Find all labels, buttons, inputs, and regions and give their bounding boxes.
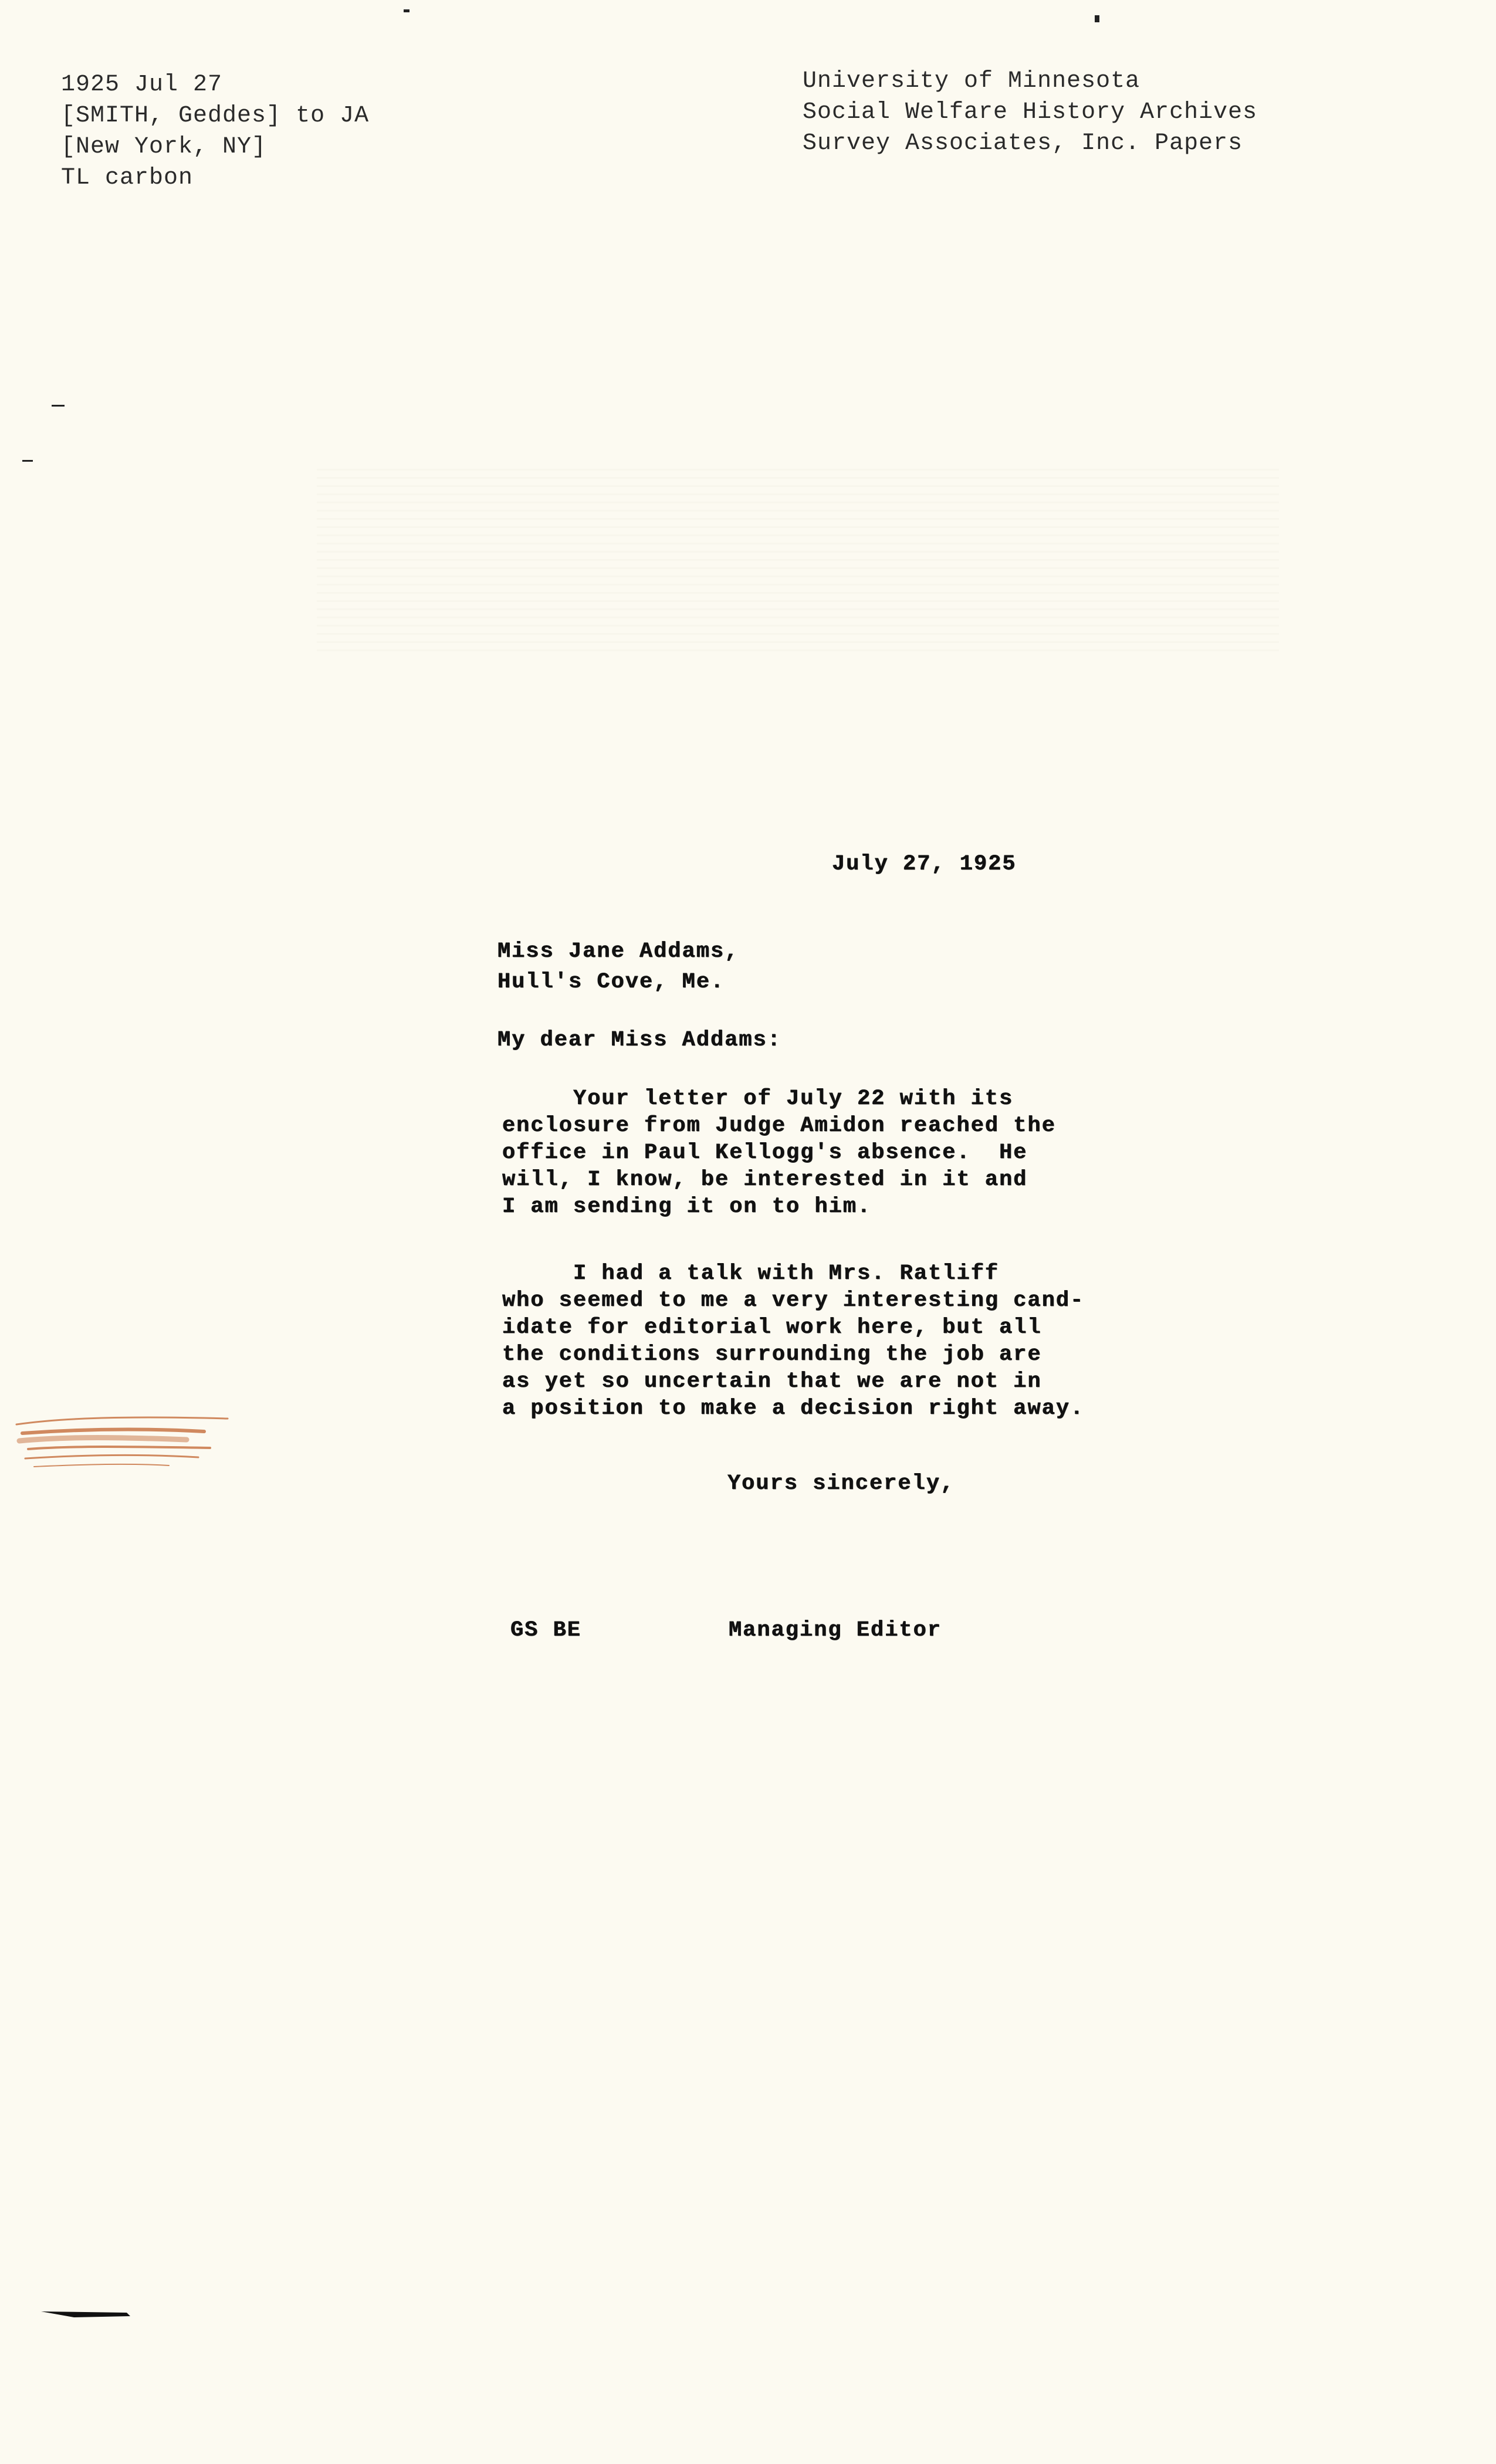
paragraph-2-line: a position to make a decision right away. (502, 1396, 1085, 1421)
paragraph-1-line: will, I know, be interested in it and (502, 1167, 1028, 1192)
stray-mark (22, 460, 33, 462)
paragraph-2-line: I had a talk with Mrs. Ratliff (502, 1261, 1000, 1286)
paragraph-1-line: I am sending it on to him. (502, 1194, 872, 1219)
faded-letterhead-area (317, 463, 1279, 651)
signature-title: Managing Editor (729, 1618, 942, 1643)
stray-mark (1095, 15, 1099, 22)
archive-date: 1925 Jul 27 (61, 72, 223, 98)
paragraph-1-line: Your letter of July 22 with its (502, 1087, 1014, 1111)
archive-correspondents: [SMITH, Geddes] to JA (61, 103, 370, 129)
letter-date: July 27, 1925 (832, 852, 1017, 876)
paragraph-1 (502, 1085, 1136, 1220)
salutation: My dear Miss Addams: (497, 1028, 782, 1052)
typist-initials: GS BE (510, 1618, 582, 1643)
addressee-place: Hull's Cove, Me. (497, 970, 725, 994)
archive-metadata (61, 69, 369, 194)
archive-source (803, 66, 1257, 159)
closing: Yours sincerely, (727, 1471, 955, 1496)
paragraph-2-line: idate for editorial work here, but all (502, 1315, 1042, 1340)
archive-papers: Survey Associates, Inc. Papers (803, 130, 1243, 157)
paragraph-1-line: office in Paul Kellogg's absence. He (502, 1140, 1028, 1165)
paragraph-2-line: who seemed to me a very interesting cand- (502, 1288, 1085, 1313)
pen-stroke-mark (39, 2300, 133, 2323)
paragraph-1-line: enclosure from Judge Amidon reached the (502, 1113, 1056, 1138)
stray-mark (52, 405, 65, 407)
stray-mark (404, 9, 409, 12)
archive-institution: University of Minnesota (803, 68, 1140, 94)
paragraph-2-line: as yet so uncertain that we are not in (502, 1369, 1042, 1394)
addressee-block (497, 936, 739, 997)
addressee-name: Miss Jane Addams, (497, 939, 739, 964)
paragraph-2 (502, 1260, 1136, 1422)
paragraph-2-line: the conditions surrounding the job are (502, 1342, 1042, 1367)
archive-place: [New York, NY] (61, 134, 267, 160)
archive-collection: Social Welfare History Archives (803, 99, 1258, 126)
archive-format: TL carbon (61, 165, 194, 191)
rust-stain (11, 1401, 239, 1477)
